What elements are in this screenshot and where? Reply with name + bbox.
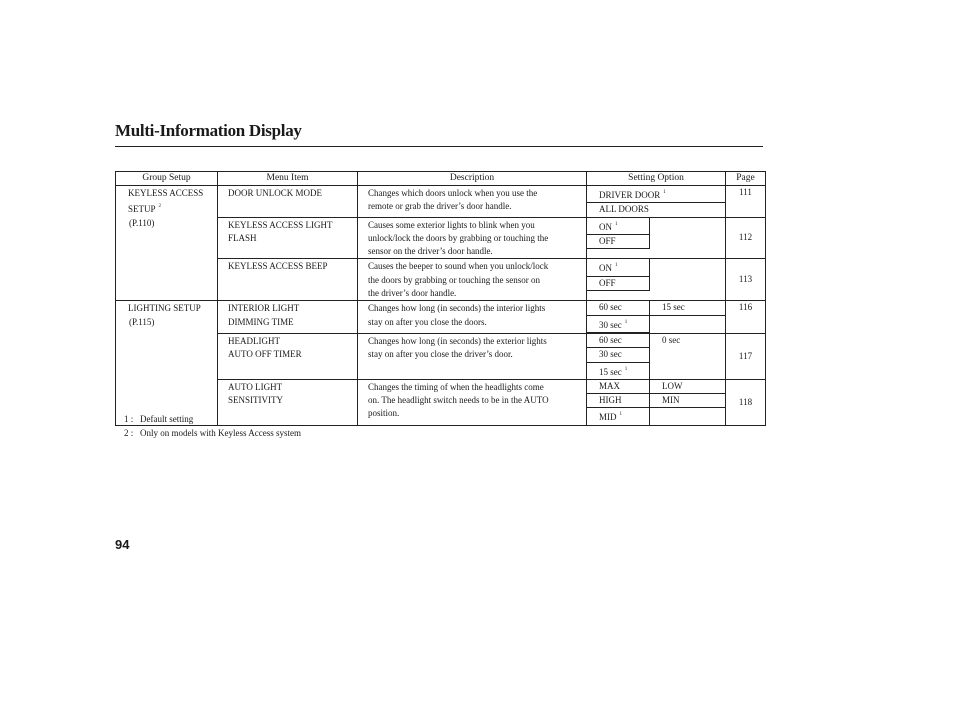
- menu-item-label: FLASH: [228, 232, 257, 243]
- group-cell-lighting: [116, 301, 218, 425]
- option-value: OFF: [587, 276, 650, 290]
- options-grid: [587, 301, 725, 333]
- page-ref: 113: [726, 259, 766, 301]
- menu-item-label: KEYLESS ACCESS BEEP: [228, 261, 328, 272]
- description-line: Causes some exterior lights to blink when you: [368, 219, 535, 230]
- setting-option-cell: [587, 379, 726, 425]
- menu-item-label: AUTO LIGHT: [228, 381, 283, 392]
- description-line: Changes how long (in seconds) the interior lights: [368, 303, 546, 314]
- footnote-item: [124, 413, 301, 427]
- footnote-mark: 1: [615, 263, 618, 269]
- setting-option-cell: [587, 217, 726, 259]
- page-title: Multi-Information Display: [115, 121, 302, 140]
- group-name-line2: SETUP: [128, 204, 156, 215]
- menu-item-cell: [218, 301, 358, 334]
- menu-item-cell: [218, 259, 358, 301]
- col-header-description: Description: [358, 172, 587, 186]
- description-line: Causes the beeper to sound when you unlock/lock: [368, 261, 549, 272]
- description-line: Changes how long (in seconds) the exterior lights: [368, 335, 547, 346]
- title-rule: [115, 146, 763, 147]
- menu-item-label: INTERIOR LIGHT: [228, 303, 300, 314]
- footnote-mark: 1: [663, 190, 666, 195]
- option-value: 60 sec: [587, 334, 650, 348]
- menu-item-label: HEADLIGHT: [228, 335, 280, 346]
- option-value: ON $^1$: [587, 218, 650, 235]
- description-cell: [358, 333, 587, 379]
- footnote-mark: 2: [158, 204, 162, 210]
- option-value: OFF: [587, 234, 650, 248]
- page-ref: 116: [726, 301, 766, 334]
- footnote-mark: 1: [624, 366, 628, 372]
- page-ref: 118: [726, 379, 766, 425]
- description-line: sensor on the driver’s door handle.: [368, 246, 493, 257]
- page-ref: 111: [726, 186, 766, 218]
- description-cell: [358, 217, 587, 259]
- option-value: ON $^1$: [587, 259, 650, 276]
- description-line: the driver’s door handle.: [368, 288, 457, 299]
- menu-item-label: DOOR UNLOCK MODE: [228, 188, 322, 198]
- group-name: KEYLESS ACCESS: [128, 188, 204, 198]
- table-row: [116, 186, 766, 218]
- option-value: 15 sec $^1$: [587, 362, 650, 379]
- group-ref: (P.115): [129, 316, 155, 327]
- menu-item-label: DIMMING TIME: [228, 316, 294, 327]
- setting-option-cell: [587, 301, 726, 334]
- footnote-mark: 1: [624, 319, 628, 325]
- footnote-mark: 1: [615, 221, 618, 227]
- options-grid: [587, 380, 725, 425]
- menu-item-cell: [218, 186, 358, 218]
- menu-item-cell: [218, 217, 358, 259]
- setting-option-cell: [587, 186, 726, 218]
- footnotes: [124, 413, 301, 440]
- options-grid: [587, 186, 725, 217]
- setting-option-cell: [587, 333, 726, 379]
- menu-item-label: SENSITIVITY: [228, 395, 283, 406]
- settings-table: [115, 171, 766, 426]
- options-grid: [587, 334, 725, 379]
- page-ref: 112: [726, 217, 766, 259]
- footnote-text: Default setting: [140, 414, 194, 424]
- option-value: 60 sec: [587, 301, 650, 315]
- description-line: remote or grab the driver’s door handle.: [368, 201, 512, 212]
- option-value: DRIVER DOOR $^1$: [587, 186, 725, 203]
- options-grid: [587, 259, 725, 291]
- description-line: stay on after you close the doors.: [368, 316, 487, 327]
- description-line: on. The headlight switch needs to be in the AUTO: [368, 395, 549, 406]
- description-line: unlock/lock the doors by grabbing or touching the: [368, 232, 549, 243]
- description-line: stay on after you close the driver’s door.: [368, 349, 513, 360]
- footnote-text: Only on models with Keyless Access system: [140, 427, 301, 438]
- description-line: the doors by grabbing or touching the sensor on: [368, 274, 540, 285]
- options-grid: [587, 218, 725, 250]
- page-number: 94: [115, 537, 130, 552]
- option-value: MAX: [587, 380, 650, 394]
- option-value-b: 15 sec: [650, 301, 726, 315]
- option-value: HIGH: [587, 394, 650, 408]
- table-row: [116, 301, 766, 334]
- option-value: MID $^1$: [587, 408, 650, 425]
- description-line: Changes the timing of when the headlights come: [368, 381, 544, 392]
- menu-item-cell: [218, 333, 358, 379]
- setting-option-cell: [587, 259, 726, 301]
- description-line: Changes which doors unlock when you use the: [368, 188, 538, 198]
- footnote-mark: 1: [619, 412, 622, 418]
- col-header-page: Page: [726, 172, 766, 186]
- menu-item-label: KEYLESS ACCESS LIGHT: [228, 219, 333, 230]
- footnote-key: 2 :: [124, 427, 134, 438]
- group-ref: (P.110): [129, 217, 155, 228]
- col-header-setting: Setting Option: [587, 172, 726, 186]
- group-cell-keyless: [116, 186, 218, 301]
- table-header-row: [116, 172, 766, 186]
- group-name: LIGHTING SETUP: [128, 303, 201, 314]
- description-line: position.: [368, 408, 400, 419]
- option-value: ALL DOORS: [599, 204, 649, 215]
- option-value: 30 sec: [587, 348, 650, 362]
- page-ref: 117: [726, 333, 766, 379]
- option-value-b: LOW: [650, 380, 726, 394]
- option-value-b: MIN: [650, 394, 726, 408]
- col-header-menu: Menu Item: [218, 172, 358, 186]
- option-value: 30 sec $^1$: [587, 315, 650, 332]
- menu-item-label: AUTO OFF TIMER: [228, 349, 302, 360]
- description-cell: [358, 379, 587, 425]
- footnote-key: 1 :: [124, 414, 134, 424]
- description-cell: [358, 301, 587, 334]
- footnote-item: [124, 427, 301, 441]
- option-value-b: 0 sec: [662, 334, 681, 345]
- col-header-group: Group Setup: [116, 172, 218, 186]
- description-cell: [358, 259, 587, 301]
- description-cell: [358, 186, 587, 218]
